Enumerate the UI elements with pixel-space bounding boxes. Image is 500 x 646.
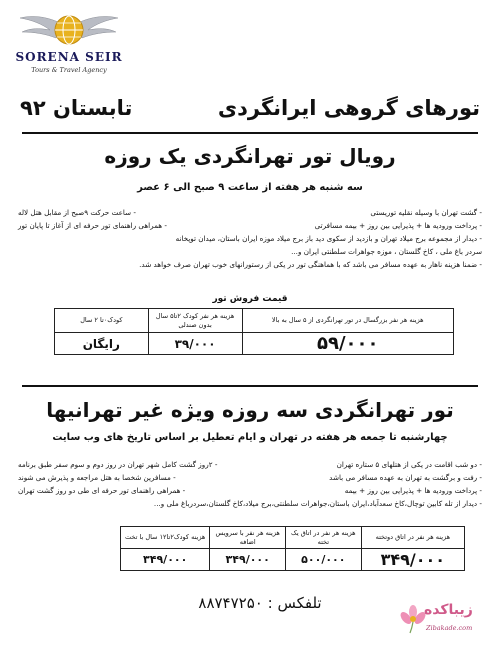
watermark-url: Zibakade.com — [426, 624, 473, 632]
list-item: - پرداخت ورودیه ها + پذیرایی بین روز + بیمه - همراهی راهنمای تور حرفه ای طی دو روز گشت تهران — [18, 486, 482, 495]
list-item: سردر باغ ملی ، کاخ گلستان ، موزه جواهرات سلطنتی ایران و... — [291, 247, 482, 256]
child-price-header: هزینه هر نفر کودک ۲تا۵ سال بدون صندلی — [148, 309, 242, 333]
list-item: - پرداخت ورودیه ها + پذیرایی بین روز + بیمه مسافرتی - همراهی راهنمای تور حرفه ای از آغاز تا پایان تور — [18, 221, 482, 230]
list-item: - رفت و برگشت به تهران به عهده مسافر می باشد - مسافرین شخصا به هتل مراجعه و پذیرش می شوند — [18, 473, 482, 482]
tour1-schedule: سه شنبه هر هفته از ساعت ۹ صبح الی ۶ عصر — [137, 182, 363, 193]
list-item: - گشت تهران با وسیله نقلیه توریستی - ساعت حرکت ۹صبح از مقابل هتل لاله — [18, 208, 482, 217]
divider — [22, 385, 478, 387]
adult-price-value: ۵۹/۰۰۰ — [242, 333, 454, 355]
phone-number: ۸۸۷۴۷۲۵۰ — [198, 594, 263, 612]
tour2-title: تور تهرانگردی سه روزه ویژه غیر تهرانیها — [46, 398, 454, 422]
double-room-header: هزینه هر نفر در اتاق دوتخته — [361, 527, 464, 549]
tour2-schedule: چهارشنبه تا جمعه هر هفته در تهران و ایام تعطیل بر اساس تاریخ های وب سایت — [52, 432, 448, 443]
extra-service-header: هزینه هر نفر با سرویس اضافه — [210, 527, 286, 549]
list-item: - دو شب اقامت در یکی از هتلهای ۵ ستاره تهران - ۲روز گشت کامل شهر تهران در روز دوم و سوم سفر طبق برنامه — [18, 460, 482, 469]
list-item: - دیدار از مجموعه برج میلاد تهران و بازدید از سکوی دید باز برج میلاد موزه ایران باستان، میدان توپخانه — [175, 234, 482, 243]
adult-price-header: هزینه هر نفر بزرگسال در تور تهرانگردی از ۵ سال به بالا — [242, 309, 454, 333]
double-room-value: ۳۴۹/۰۰۰ — [361, 549, 464, 571]
divider — [22, 132, 478, 134]
single-room-value: ۵۰۰/۰۰۰ — [286, 549, 362, 571]
tour1-bullets — [18, 206, 482, 271]
winged-globe-icon — [14, 6, 124, 52]
infant-price-header: کودک۰تا ۲ سال — [55, 309, 149, 333]
list-item: - دیدار از تله کابین توچال،کاخ سعدآباد،ایران باستان،جواهرات سلطنتی،برج میلاد،کاخ گلستان،سردرباغ ملی و... — [153, 499, 482, 508]
child-bed-header: هزینه کودک۲تا۱۲ سال با تخت — [121, 527, 210, 549]
extra-service-value: ۳۴۹/۰۰۰ — [210, 549, 286, 571]
company-logo — [14, 6, 124, 86]
contact-phone — [150, 594, 370, 618]
season-label: تابستان ۹۲ — [20, 96, 133, 120]
watermark — [400, 600, 492, 640]
headline — [20, 96, 480, 126]
single-room-header: هزینه هر نفر در اتاق یک تخته — [286, 527, 362, 549]
phone-label: تلفکس : — [267, 594, 322, 612]
child-bed-value: ۳۴۹/۰۰۰ — [121, 549, 210, 571]
infant-price-value: رایگان — [55, 333, 149, 355]
tour1-price-table — [54, 308, 454, 355]
tour1-title: رویال تور تهرانگردی یک روزه — [104, 144, 396, 168]
tour1-price-title: قیمت فروش تور — [212, 294, 288, 304]
child-price-value: ۳۹/۰۰۰ — [148, 333, 242, 355]
list-item: - ضمنا هزینه ناهار به عهده مسافر می باشد که با هماهنگی تور در یکی از رستورانهای خوب تهران صرف خواهد شد. — [139, 260, 482, 269]
logo-tagline: Tours & Travel Agency — [31, 66, 107, 74]
logo-brand: SORENA SEIR — [15, 50, 123, 64]
page-title: تورهای گروهی ایرانگردی — [217, 96, 480, 120]
tour2-bullets — [18, 458, 482, 510]
tour2-price-table — [120, 526, 465, 571]
watermark-name: زیباکده — [424, 602, 473, 618]
flower-icon — [400, 604, 426, 634]
